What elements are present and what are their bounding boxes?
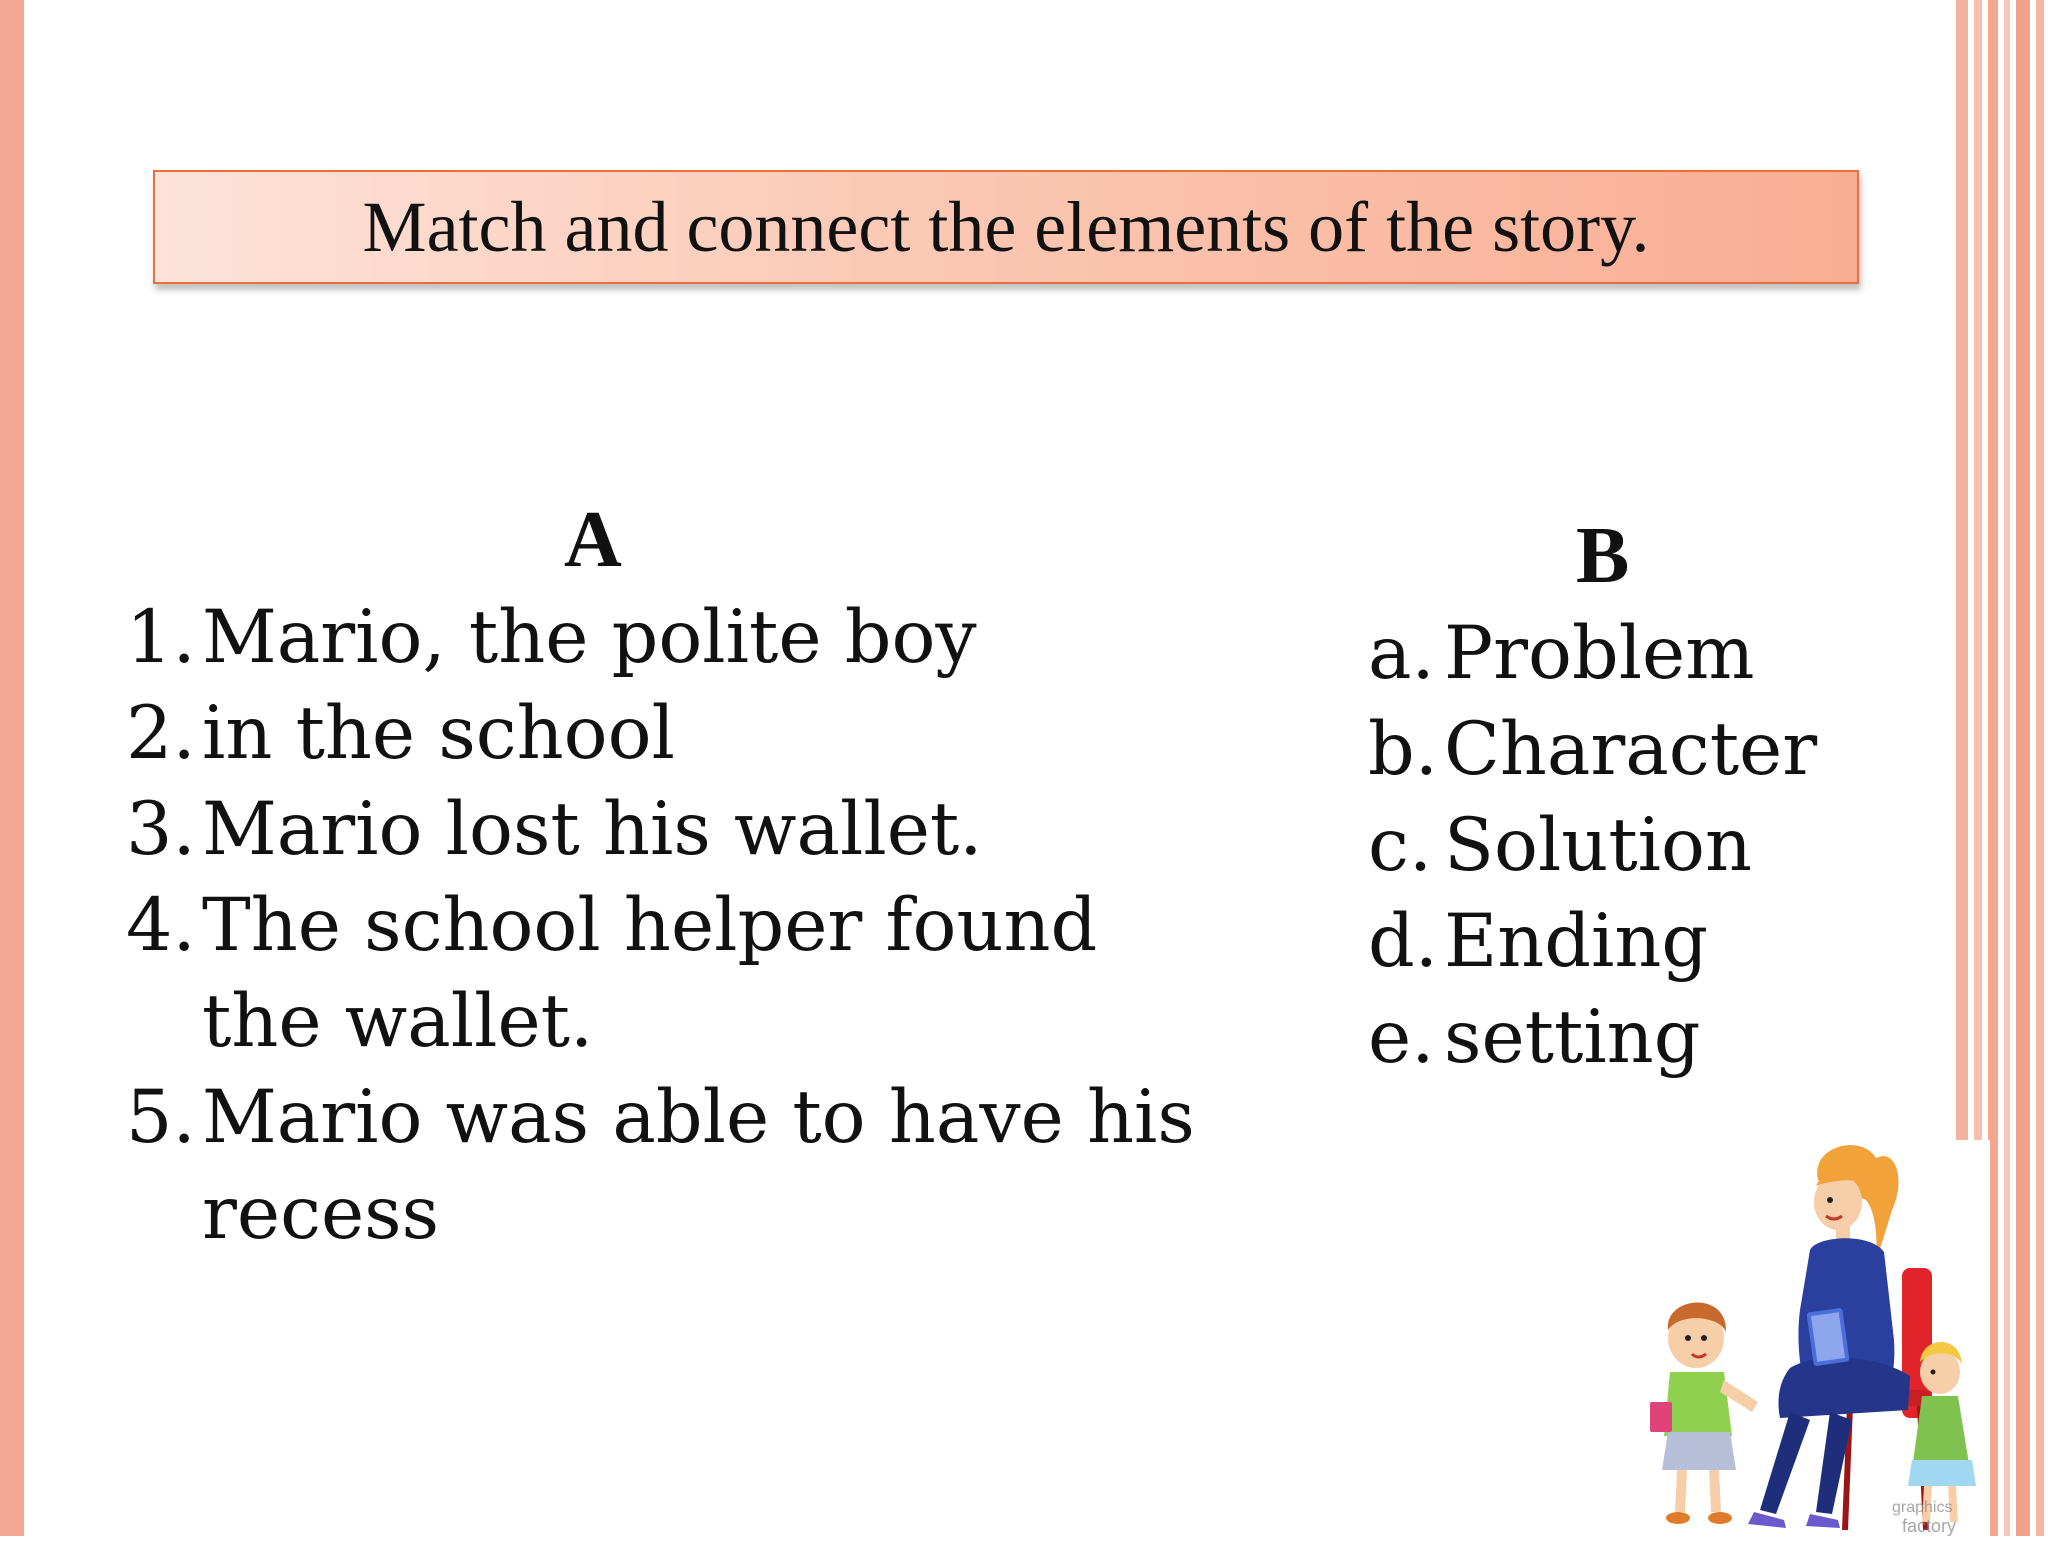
- page-title: Match and connect the elements of the story.: [362, 187, 1650, 267]
- item-text: Mario was able to have his recess: [202, 1075, 1195, 1256]
- item-marker: 2.: [126, 691, 196, 776]
- column-a-item-2: [126, 686, 1256, 782]
- item-marker: d.: [1368, 899, 1438, 984]
- item-text: Mario, the polite boy: [202, 595, 977, 680]
- svg-text:factory: factory: [1902, 1516, 1957, 1536]
- column-b-list: [1368, 606, 1888, 1086]
- item-text: Problem: [1444, 611, 1755, 696]
- item-text: in the school: [202, 691, 675, 776]
- item-marker: 5.: [126, 1075, 196, 1160]
- column-a-heading: A: [564, 496, 622, 584]
- column-a-item-1: [126, 590, 1256, 686]
- item-text: The school helper found the wallet.: [202, 883, 1098, 1064]
- item-text: Character: [1444, 707, 1818, 792]
- title-banner: [153, 170, 1859, 284]
- item-marker: 1.: [126, 595, 196, 680]
- column-b-item-c: [1368, 798, 1888, 894]
- column-a-item-5: [126, 1070, 1256, 1262]
- column-b-item-d: [1368, 894, 1888, 990]
- item-marker: b.: [1368, 707, 1438, 792]
- svg-text:graphics: graphics: [1892, 1499, 1953, 1516]
- column-b-heading: B: [1576, 512, 1630, 600]
- column-b-item-a: [1368, 606, 1888, 702]
- item-marker: c.: [1368, 803, 1433, 888]
- item-text: Ending: [1444, 899, 1709, 984]
- item-marker: 4.: [126, 883, 196, 968]
- item-marker: a.: [1368, 611, 1435, 696]
- column-a-list: [126, 590, 1256, 1262]
- column-a-item-4: [126, 878, 1256, 1070]
- teacher-with-children-icon: [1640, 1140, 1990, 1536]
- item-marker: e.: [1368, 995, 1435, 1080]
- teacher-with-children-illustration: [1640, 1140, 1990, 1536]
- item-text: Solution: [1444, 803, 1752, 888]
- left-border-stripe: [0, 0, 24, 1536]
- item-marker: 3.: [126, 787, 196, 872]
- column-b-item-b: [1368, 702, 1888, 798]
- column-b-item-e: [1368, 990, 1888, 1086]
- column-a-item-3: [126, 782, 1256, 878]
- item-text: Mario lost his wallet.: [202, 787, 983, 872]
- item-text: setting: [1444, 995, 1701, 1080]
